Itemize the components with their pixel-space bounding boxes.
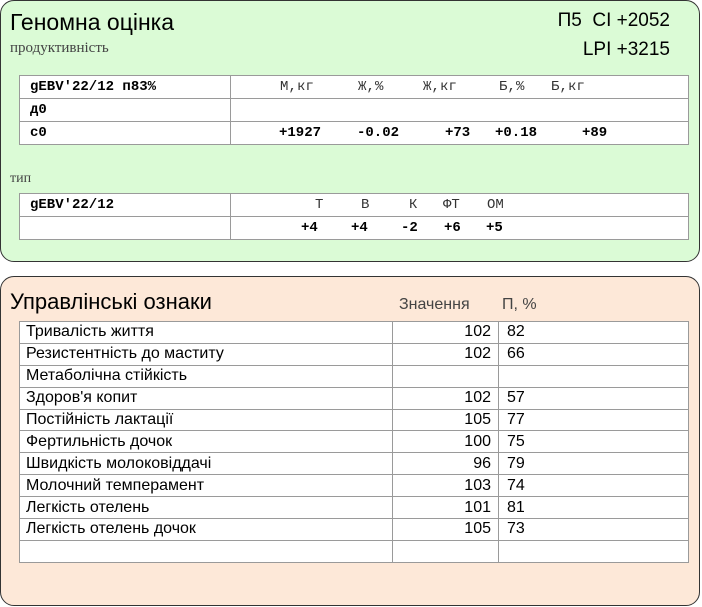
row-values xyxy=(231,122,689,145)
trait-value: 103 xyxy=(393,475,499,497)
trait-percent xyxy=(499,365,689,387)
col-protein-pct: Б,% xyxy=(499,79,525,95)
trait-name: Постійність лактації xyxy=(20,409,393,431)
ci-index: П5 CI +2052 xyxy=(557,10,670,31)
trait-name: Легкість отелень xyxy=(20,497,393,519)
value-milk-kg: +1927 xyxy=(279,125,322,141)
production-table xyxy=(19,75,689,145)
value-k: -2 xyxy=(401,220,418,236)
production-row-d0 xyxy=(20,99,689,122)
production-header-row xyxy=(20,76,689,99)
trait-percent: 81 xyxy=(499,497,689,519)
trait-value: 100 xyxy=(393,431,499,453)
trait-percent: 57 xyxy=(499,387,689,409)
value-ft: +6 xyxy=(444,220,461,236)
col-fat-pct: Ж,% xyxy=(358,79,384,95)
trait-value: 105 xyxy=(393,409,499,431)
trait-row xyxy=(20,540,689,562)
lpi-index: LPI +3215 xyxy=(582,39,670,60)
type-table xyxy=(19,193,689,240)
type-values xyxy=(231,217,689,240)
trait-value: 102 xyxy=(393,322,499,344)
row-values xyxy=(231,99,689,122)
type-values-row xyxy=(20,217,689,240)
trait-name: Метаболічна стійкість xyxy=(20,365,393,387)
trait-value: 102 xyxy=(393,387,499,409)
trait-value xyxy=(393,365,499,387)
trait-row xyxy=(20,387,689,409)
type-header-label: gEBV'22/12 xyxy=(20,194,231,217)
trait-value: 105 xyxy=(393,519,499,541)
value-fat-pct: -0.02 xyxy=(357,125,400,141)
value-protein-kg: +89 xyxy=(582,125,608,141)
col-fat-kg: Ж,кг xyxy=(423,79,458,95)
row-label: д0 xyxy=(20,99,231,122)
trait-percent: 74 xyxy=(499,475,689,497)
production-header-label: gEBV'22/12 п83% xyxy=(20,76,231,99)
trait-name xyxy=(20,540,393,562)
col-om: ОМ xyxy=(487,197,504,213)
trait-row xyxy=(20,322,689,344)
trait-name: Легкість отелень дочок xyxy=(20,519,393,541)
col-k: К xyxy=(409,197,418,213)
management-traits-panel xyxy=(0,276,700,606)
trait-row xyxy=(20,497,689,519)
trait-row xyxy=(20,519,689,541)
col-protein-kg: Б,кг xyxy=(551,79,586,95)
trait-value: 96 xyxy=(393,453,499,475)
trait-percent: 77 xyxy=(499,409,689,431)
type-columns xyxy=(231,194,689,217)
trait-percent: 73 xyxy=(499,519,689,541)
value-om: +5 xyxy=(486,220,503,236)
value-t: +4 xyxy=(301,220,318,236)
trait-name: Фертильність дочок xyxy=(20,431,393,453)
trait-name: Здоров'я копит xyxy=(20,387,393,409)
trait-value: 102 xyxy=(393,343,499,365)
trait-percent xyxy=(499,540,689,562)
col-ft: ФТ xyxy=(443,197,460,213)
trait-value xyxy=(393,540,499,562)
value-v: +4 xyxy=(351,220,368,236)
type-subtitle: тип xyxy=(10,171,32,186)
row-label: c0 xyxy=(20,122,231,145)
type-row-label xyxy=(20,217,231,240)
production-row-c0 xyxy=(20,122,689,145)
trait-row xyxy=(20,453,689,475)
type-header-row xyxy=(20,194,689,217)
production-columns xyxy=(231,76,689,99)
trait-row xyxy=(20,409,689,431)
trait-percent: 75 xyxy=(499,431,689,453)
trait-row xyxy=(20,365,689,387)
management-title: Управлінські ознаки xyxy=(10,289,212,314)
management-table xyxy=(19,321,689,563)
trait-percent: 66 xyxy=(499,343,689,365)
value-fat-kg: +73 xyxy=(445,125,471,141)
genomic-evaluation-panel xyxy=(0,0,700,262)
trait-name: Швидкість молоковіддачі xyxy=(20,453,393,475)
genomic-title: Геномна оцінка xyxy=(10,9,175,35)
trait-value: 101 xyxy=(393,497,499,519)
col-milk-kg: М,кг xyxy=(280,79,315,95)
trait-percent: 82 xyxy=(499,322,689,344)
col-v: В xyxy=(361,197,370,213)
trait-percent: 79 xyxy=(499,453,689,475)
col-t: Т xyxy=(315,197,324,213)
trait-row xyxy=(20,431,689,453)
trait-row xyxy=(20,475,689,497)
value-protein-pct: +0.18 xyxy=(495,125,538,141)
value-column-header: Значення xyxy=(399,296,470,313)
production-subtitle: продуктивність xyxy=(10,40,109,56)
trait-name: Тривалість життя xyxy=(20,322,393,344)
trait-row xyxy=(20,343,689,365)
percent-column-header: П, % xyxy=(502,296,537,313)
trait-name: Резистентність до маститу xyxy=(20,343,393,365)
trait-name: Молочний темперамент xyxy=(20,475,393,497)
